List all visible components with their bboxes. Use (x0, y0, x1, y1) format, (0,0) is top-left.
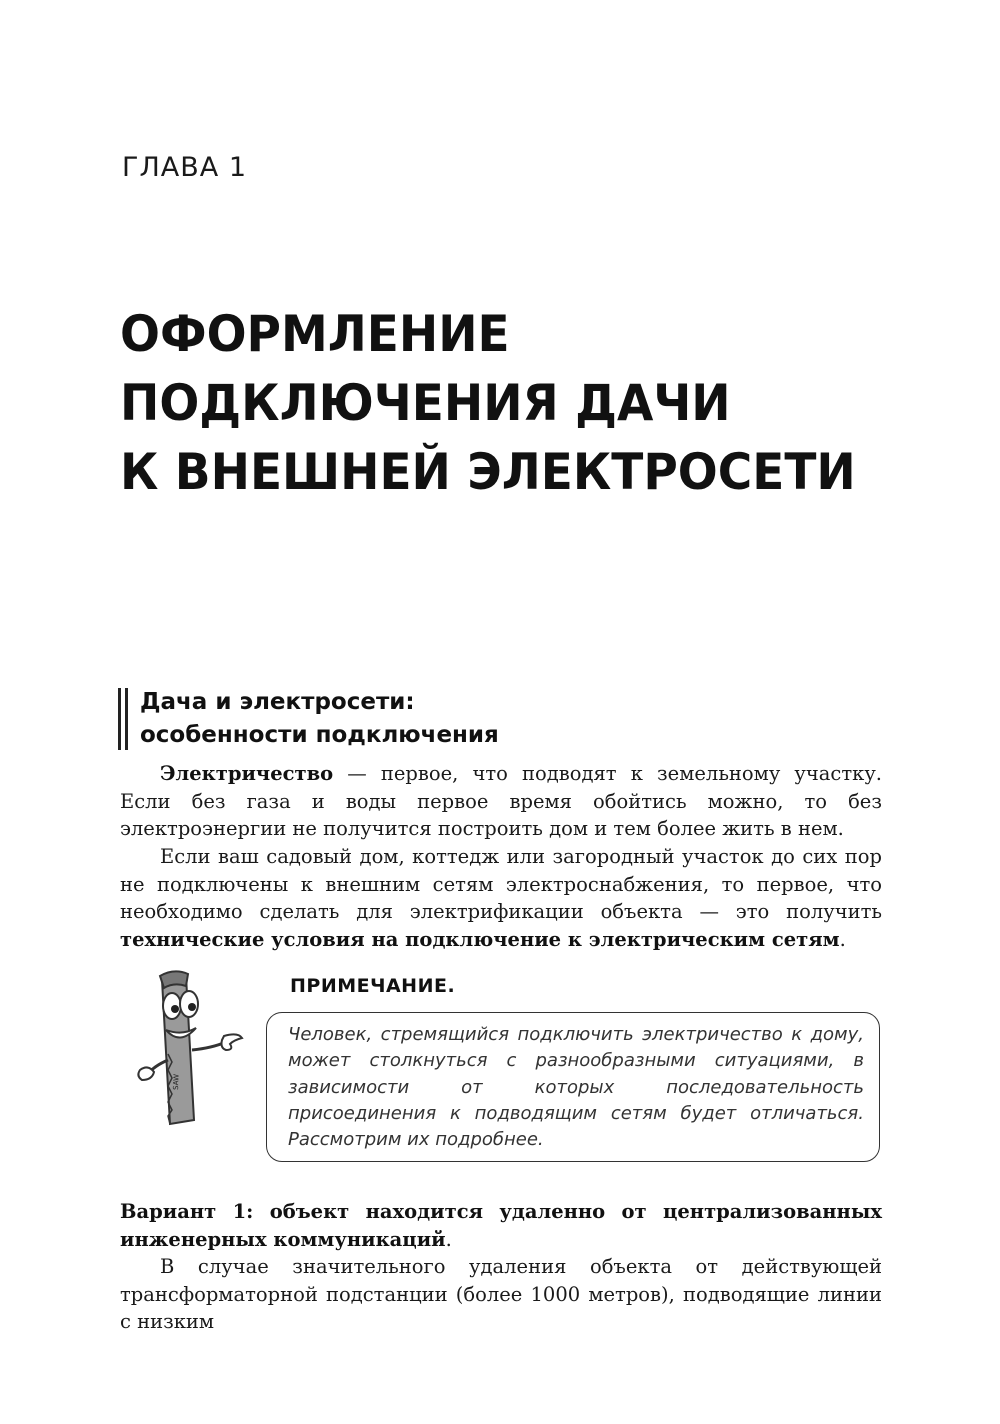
svg-text:SAW: SAW (172, 1073, 181, 1091)
chapter-title (120, 300, 928, 507)
paragraph-connection (120, 843, 882, 953)
chapter-label: ГЛАВА 1 (122, 152, 247, 183)
term-electricity: Электричество (160, 762, 334, 785)
chapter-title-line: К ВНЕШНЕЙ ЭЛЕКТРОСЕТИ (120, 443, 856, 501)
section-title-line: Дача и электросети: (140, 689, 415, 715)
paragraph-text: Если ваш садовый дом, коттедж или загородный участок до сих пор не подключены к внешним сетям электроснабжения, то первое, что необходимо сделать для электрификации объекта — это получить (120, 845, 882, 924)
section-bar (118, 688, 121, 750)
paragraph-text: В случае значительного удаления объекта от действующей трансформаторной подстанции (более 1000 метров), подводящие линии с низким (120, 1255, 882, 1334)
variant-title: Вариант 1: объект находится удаленно от централизованных инженерных коммуникаций (120, 1200, 882, 1251)
section-marker-bars (118, 686, 128, 752)
paragraph-electricity (120, 760, 882, 843)
term-technical-conditions: технические условия на подключение к электрическим сетям (120, 927, 840, 951)
section-bar (125, 688, 128, 750)
paragraph-text: — первое, что подводят к земельному участку. Если без газа и воды первое время обойтись можно, то без электроэнергии не получится построить дом и тем более жить в нем. (120, 762, 882, 841)
saw-mascot-icon (134, 970, 246, 1126)
note-text: Человек, стремящийся подключить электричество к дому, может столкнуться с разнообразными ситуациями, в зависимости от которых последовательность присоединения к подводящим сетям будет отличаться. Рассмотрим их подробнее. (288, 1024, 864, 1151)
paragraph-end: . (839, 927, 846, 951)
section-title-line: особенности подключения (140, 722, 499, 748)
section-heading (118, 686, 499, 752)
variant-heading (120, 1198, 882, 1253)
section-title (140, 686, 499, 752)
paragraph-distance (120, 1253, 882, 1336)
note-title: ПРИМЕЧАНИЕ. (290, 975, 456, 997)
chapter-title-line: ОФОРМЛЕНИЕ (120, 305, 510, 363)
variant-end: . (445, 1227, 452, 1251)
chapter-title-line: ПОДКЛЮЧЕНИЯ ДАЧИ (120, 374, 731, 432)
